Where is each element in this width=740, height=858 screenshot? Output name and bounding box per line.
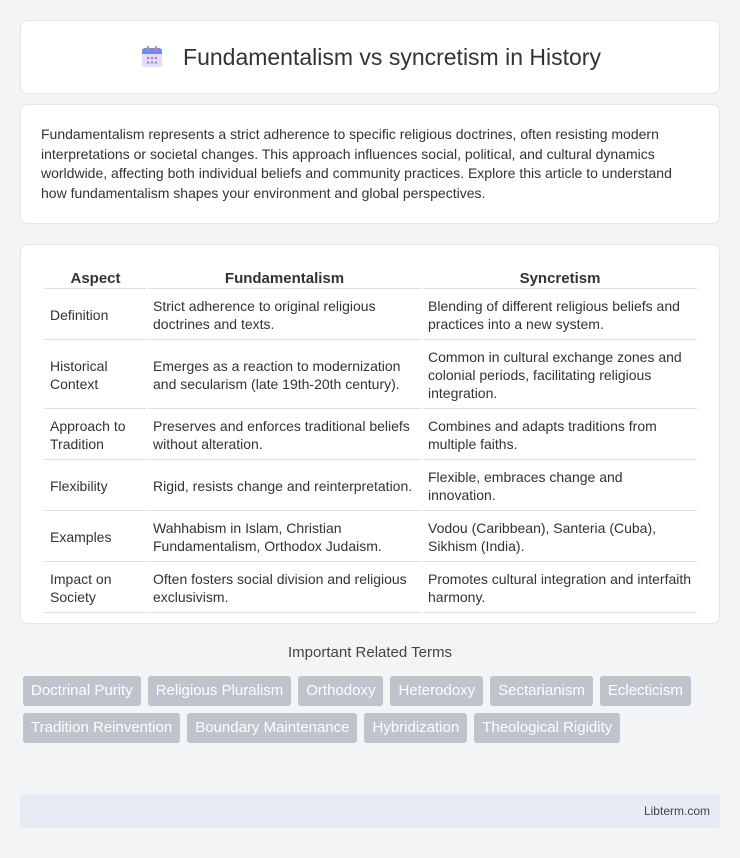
title-card: [20, 20, 720, 94]
term-tag[interactable]: Hybridization: [364, 713, 467, 743]
term-tag[interactable]: Tradition Reinvention: [23, 713, 180, 743]
fundamentalism-cell: Wahhabism in Islam, Christian Fundamentalism, Orthodox Judaism.: [148, 513, 421, 562]
syncretism-cell: Blending of different religious beliefs and practices into a new system.: [423, 291, 697, 340]
aspect-cell: Examples: [45, 513, 146, 562]
term-tag[interactable]: Eclecticism: [600, 676, 691, 706]
table-row: [45, 513, 697, 562]
footer: [20, 794, 720, 828]
header-fundamentalism: Fundamentalism: [148, 267, 421, 289]
syncretism-cell: Flexible, embraces change and innovation.: [423, 462, 697, 511]
aspect-cell: Flexibility: [45, 462, 146, 511]
related-terms-heading: Important Related Terms: [288, 644, 452, 661]
term-tag[interactable]: Orthodoxy: [298, 676, 383, 706]
aspect-cell: Approach to Tradition: [45, 411, 146, 460]
header-syncretism: Syncretism: [423, 267, 697, 289]
header-aspect: Aspect: [45, 267, 146, 289]
table-row: [45, 342, 697, 409]
related-terms-list: [23, 676, 723, 743]
footer-site-link[interactable]: Libterm.com: [643, 804, 710, 818]
intro-text: Fundamentalism represents a strict adherence to specific religious doctrines, often resisting modern interpretations or societal changes. This approach influences social, political, and cultural dynamics worldwide, affecting both individual beliefs and community practices. Explore this article to understand how fundamentalism shapes your environment and global perspectives.: [41, 126, 672, 201]
aspect-cell: Historical Context: [45, 342, 146, 409]
syncretism-cell: Promotes cultural integration and interfaith harmony.: [423, 564, 697, 613]
fundamentalism-cell: Strict adherence to original religious doctrines and texts.: [148, 291, 421, 340]
term-tag[interactable]: Sectarianism: [490, 676, 593, 706]
fundamentalism-cell: Emerges as a reaction to modernization and secularism (late 19th-20th century).: [148, 342, 421, 409]
term-tag[interactable]: Theological Rigidity: [474, 713, 620, 743]
term-tag[interactable]: Heterodoxy: [390, 676, 483, 706]
comparison-table: [43, 265, 699, 615]
fundamentalism-cell: Rigid, resists change and reinterpretation.: [148, 462, 421, 511]
table-row: [45, 462, 697, 511]
table-header-row: [45, 267, 697, 289]
aspect-cell: Definition: [45, 291, 146, 340]
table-row: [45, 564, 697, 613]
syncretism-cell: Combines and adapts traditions from multiple faiths.: [423, 411, 697, 460]
page-title: Fundamentalism vs syncretism in History: [183, 43, 601, 70]
table-row: [45, 291, 697, 340]
comparison-table-card: [20, 244, 720, 624]
aspect-cell: Impact on Society: [45, 564, 146, 613]
term-tag[interactable]: Boundary Maintenance: [187, 713, 357, 743]
calendar-icon: [139, 44, 165, 70]
syncretism-cell: Vodou (Caribbean), Santeria (Cuba), Sikhism (India).: [423, 513, 697, 562]
term-tag[interactable]: Doctrinal Purity: [23, 676, 141, 706]
table-row: [45, 411, 697, 460]
syncretism-cell: Common in cultural exchange zones and colonial periods, facilitating religious integration.: [423, 342, 697, 409]
fundamentalism-cell: Often fosters social division and religious exclusivism.: [148, 564, 421, 613]
fundamentalism-cell: Preserves and enforces traditional beliefs without alteration.: [148, 411, 421, 460]
intro-card: [20, 104, 720, 224]
term-tag[interactable]: Religious Pluralism: [148, 676, 292, 706]
